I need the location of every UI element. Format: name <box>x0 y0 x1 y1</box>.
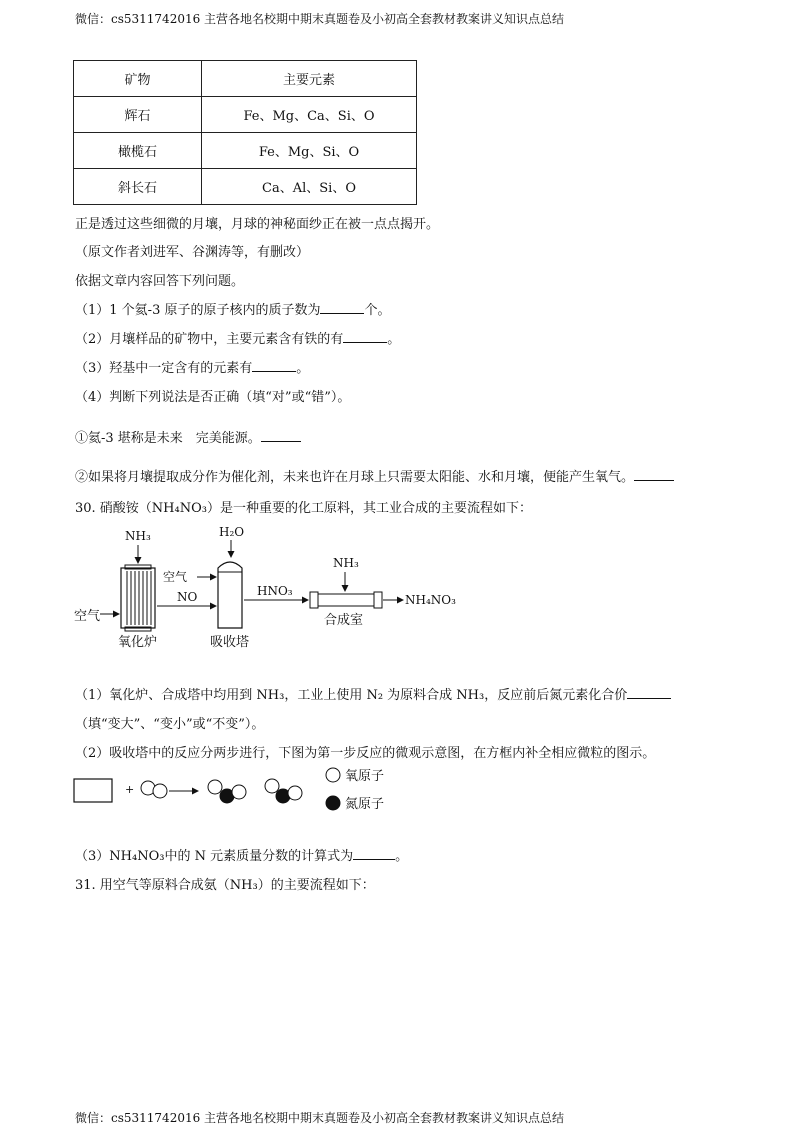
question-text-end: 个。 <box>364 303 391 318</box>
oxygen-molecule-icon <box>141 781 167 798</box>
absorption-tower-icon <box>218 562 242 628</box>
label-nh3-right: NH₃ <box>333 556 359 570</box>
answer-blank[interactable] <box>627 697 671 699</box>
table-cell: 橄榄石 <box>74 133 202 169</box>
table-cell: Fe、Mg、Ca、Si、O <box>202 97 417 133</box>
instruction-text: 依据文章内容回答下列问题。 <box>75 274 245 289</box>
source-note: （原文作者刘进军、谷渊涛等，有删改） <box>75 245 310 260</box>
label-chamber: 合成室 <box>324 613 364 628</box>
table-header-cell: 矿物 <box>74 61 202 97</box>
question-text-end: 。 <box>296 361 310 376</box>
table-cell: Ca、Al、Si、O <box>202 169 417 205</box>
statement-text: ①氦-3 堪称是未来 完美能源。 <box>75 431 261 446</box>
table-header-cell: 主要元素 <box>202 61 417 97</box>
question-30: 30. 硝酸铵（NH₄NO₃）是一种重要的化工原料，其工业合成的主要流程如下： <box>75 501 532 516</box>
label-furnace: 氧化炉 <box>118 635 158 650</box>
question-text: （1）1 个氦-3 原子的原子核内的质子数为 <box>75 303 321 318</box>
question-30-2: （2）吸收塔中的反应分两步进行，下图为第一步反应的微观示意图，在方框内补全相应微粒的图示。 <box>75 746 656 761</box>
question-30-1 <box>75 684 671 703</box>
label-product: NH₄NO₃ <box>405 593 456 607</box>
question-30-1-note: （填“变大”、“变小”或“不变”）。 <box>75 717 265 732</box>
plus-sign: + <box>125 783 135 796</box>
label-air-left: 空气 <box>74 609 101 624</box>
table-cell: Fe、Mg、Si、O <box>202 133 417 169</box>
question-text: （3）羟基中一定含有的元素有 <box>75 361 253 376</box>
legend-nitrogen: 氮原子 <box>345 797 385 812</box>
question-text: （3）NH₄NO₃中的 N 元素质量分数的计算式为 <box>75 849 354 864</box>
question-31: 31. 用空气等原料合成氨（NH₃）的主要流程如下： <box>75 878 375 893</box>
question-text-end: 。 <box>387 332 401 347</box>
answer-box[interactable] <box>74 779 112 802</box>
no2-molecule-icon <box>208 780 246 803</box>
label-no: NO <box>177 590 198 604</box>
table-cell: 斜长石 <box>74 169 202 205</box>
oxidation-furnace-icon <box>121 565 155 631</box>
page-footer: 微信：cs5311742016 主营各地名校期中期末真题卷及小初高全套教材教案讲义知识点总结 <box>75 1111 565 1125</box>
oxygen-atom-legend-icon <box>326 768 340 782</box>
question-text: （1）氧化炉、合成塔中均用到 NH₃，工业上使用 N₂ 为原料合成 NH₃，反应前后氮元素化合价 <box>75 688 628 703</box>
nitrogen-atom-legend-icon <box>326 796 340 810</box>
question-30-3 <box>75 845 408 864</box>
label-nh3-top: NH₃ <box>125 529 151 543</box>
label-tower: 吸收塔 <box>210 635 250 650</box>
table-cell: 辉石 <box>74 97 202 133</box>
question-text-end: 。 <box>395 849 409 864</box>
no2-molecule-icon <box>265 779 302 803</box>
label-hno3: HNO₃ <box>257 584 293 598</box>
page-header: 微信：cs5311742016 主营各地名校期中期末真题卷及小初高全套教材教案讲义知识点总结 <box>75 12 565 26</box>
question-29-4: （4）判断下列说法是否正确（填“对”或“错”）。 <box>75 390 351 405</box>
statement-text: ②如果将月壤提取成分作为催化剂，未来也许在月球上只需要太阳能、水和月壤，便能产生氧气。 <box>75 470 635 485</box>
legend-oxygen: 氧原子 <box>345 769 385 784</box>
answer-blank[interactable] <box>353 858 395 860</box>
label-h2o: H₂O <box>219 525 245 539</box>
question-text: （2）月壤样品的矿物中，主要元素含有铁的有 <box>75 332 344 347</box>
label-air-mid: 空气 <box>163 570 188 584</box>
conclusion-paragraph: 正是透过这些细微的月壤，月球的神秘面纱正在被一点点揭开。 <box>75 217 440 232</box>
synthesis-chamber-icon <box>310 592 382 608</box>
